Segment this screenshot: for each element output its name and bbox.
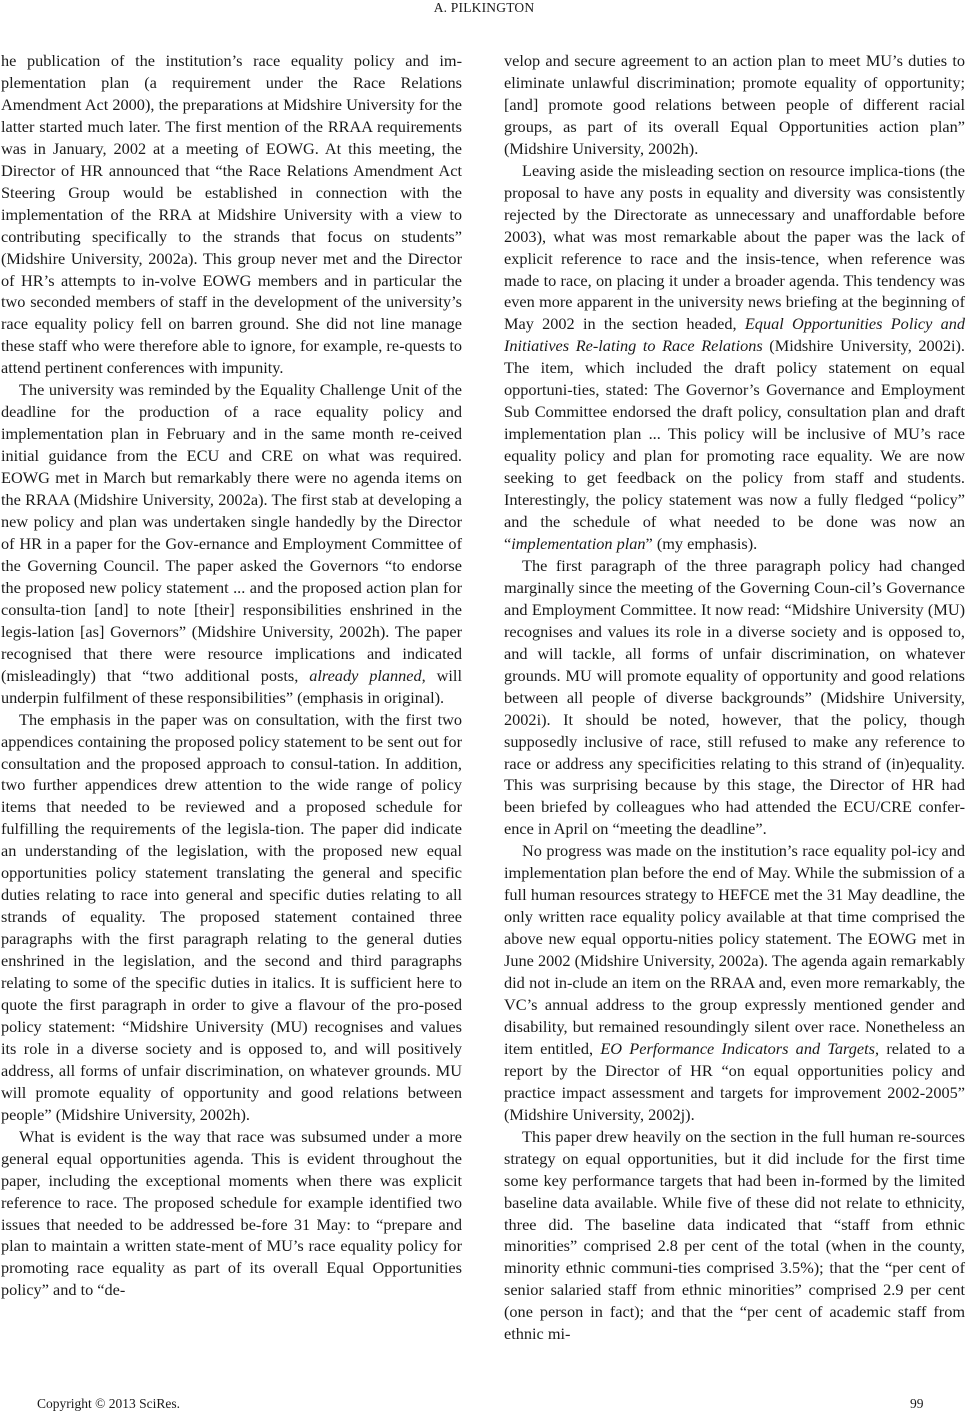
paragraph (504, 555, 965, 840)
paragraph (504, 1126, 965, 1346)
text-run: , related to a report by the Director of HR “on equal opportunities policy and practice impact assessment and targets for improvement 2002-2005” (Midshire University, 2002j). (504, 1038, 965, 1124)
text-run: he publication of the institution’s race equality policy and im-plementation plan (a requirement under the Race Relations Amendment Act 2000), the preparations at Midshire University for the latter started much later. The first mention of the RRAA requirements was in January, 2002 at a meeting of EOWG. At this meeting, the Director of HR announced that “the Race Relations Amendment Act Steering Group would be established in connection with the implementation of the RRA at Midshire University with a view to contributing specifically to the strands that focus on students” (Midshire University, 2002a). This group never met and the Director of HR’s attempts to in-volve EOWG members and in particular the two seconded members of staff in the development of the university’s race equality policy fell on barren ground. She did not line manage these staff who were therefore able to ignore, for example, re-quests to attend pertinent conferences with impunity. (1, 51, 462, 378)
text-run: The university was reminded by the Equality Challenge Unit of the deadline for the production of a race equality policy and implementation plan in February and in the same month re-ceived initial guidance from the ECU and CRE on what was required. EOWG met in March but remarkably there were no agenda items on the RRAA (Midshire University, 2002a). The first stab at developing a new policy and plan was undertaken single handedly by the Director of HR in a paper for the Gov-ernance and Employment Committee of the Governing Council. The paper asked the Governors “to endorse the proposed new policy statement ... and the proposed action plan for consulta-tion [and] to note [their] responsibilities enshrined in the legis-lation [as] Governors” (Midshire University, 2002h). The paper recognised that there were resource implications and indicated (misleadingly) that “two additional posts, (1, 380, 462, 685)
left-column (1, 50, 462, 1301)
paragraph (1, 379, 462, 708)
text-run: The emphasis in the paper was on consultation, with the first two appendices containing the proposed policy statement to be sent out for consultation and the proposed approach to consul-tation. In addition, two further appendices drew attention to the wide range of policy items that needed to be reviewed and a proposed schedule for fulfilling the requirements of the legisla-tion. The paper did indicate an understanding of the legislation, with the proposed new equal opportunities policy statement translating the general and specific duties relating to race into general and specific duties relating to all strands of equality. The proposed statement contained three paragraphs with the first paragraph relating to the general duties enshrined in the legislation, and the second and third paragraphs relating to some of the specific duties in italics. It is sufficient here to quote the first paragraph in order to give a flavour of the pro-posed policy statement: “Midshire University (MU) recognises and values its role in a diverse society and is opposed to, and will positively address, all forms of unfair discrimination, on whatever grounds. MU will promote equality of opportunity and good relations between people” (Midshire University, 2002h). (1, 709, 462, 1124)
text-run: (Midshire University, 2002i). The item, which included the draft policy statement on equal opportuni-ties, stated: The Governor’s Governance and Employment Sub Committee endorsed the draft policy, consultation plan and draft implementation plan ... This policy will be inclusive of MU’s race equality policy and plan for promoting race equality. We are now seeking to get feedback on the policy from staff and students. Interestingly, the policy statement was now a fully fledged “policy” and the schedule of what needed to be done was now an “ (504, 336, 965, 553)
text-run: This paper drew heavily on the section in the full human re-sources strategy on equal opportunities, but it did include for the first time some key performance targets that had been in-formed by the limited baseline data available. While five of these did not relate to ethnicity, three did. The baseline data indicated that “staff from ethnic minorities” comprised 2.8 per cent of the total (when in the county, minority ethnic communi-ties comprised 3.5%); that the “per cent of senior salaried staff from ethnic minorities” comprised 2.9 per cent (one person in fact); and that the “per cent of academic staff from ethnic mi- (504, 1126, 965, 1344)
paragraph (1, 50, 462, 379)
emphasis-run: EO Performance Indicators and Targets (600, 1038, 876, 1058)
text-run: will underpin fulfilment of these responsibilities” (emphasis in original). (1, 665, 462, 707)
paragraph (504, 50, 965, 160)
text-run: What is evident is the way that race was subsumed under a more general equal opportunities agenda. This is evident throughout the paper, including the exceptional moments when there was explicit reference to race. The proposed schedule for example identified two issues that needed to be addressed be-fore 31 May: to “prepare and plan to maintain a written state-ment of MU’s race equality policy for promoting race equality as part of its overall Equal Opportunities policy” and to “de- (1, 1126, 462, 1300)
text-run: The first paragraph of the three paragraph policy had changed marginally since the meeting of the Governing Coun-cil’s Governance and Employment Committee. It now read: “Midshire University (MU) recognises and values its role in a diverse society and is opposed to, and will tackle, all forms of unfair discrimination, on whatever grounds. MU will promote equality of opportunity and good relations between all people of diverse backgrounds” (Midshire University, 2002i). It should be noted, however, that the policy, though supposedly inclusive of race, still refused to make any reference to race or address any specificities relating to this strand of (in)equality. This was surprising because by this stage, the Director of HR had been briefed by colleagues who had attended the ECU/CRE confer-ence in April on “meeting the deadline”. (504, 555, 965, 839)
paragraph (1, 709, 462, 1126)
paragraph (504, 160, 965, 555)
right-column (504, 50, 965, 1345)
emphasis-run: implementation plan (511, 533, 646, 553)
paragraph (504, 840, 965, 1125)
text-run: No progress was made on the institution’s race equality pol-icy and implementation plan before the end of May. While the submission of a full human resources strategy to HEFCE met the 31 May deadline, the only written race equality policy available at that time comprised the above new equal opportu-nities policy statement. The EOWG met in June 2002 (Midshire University, 2002a). The agenda again remarkably did not in-clude an item on the RRAA and, even more remarkably, the VC’s annual address to the group expressly mentioned gender and disability, but remained resoundingly silent over race. Nonetheless an item entitled, (504, 841, 965, 1058)
copyright-notice: Copyright © 2013 SciRes. (37, 1396, 181, 1411)
running-head: A. PILKINGTON (433, 0, 535, 15)
emphasis-run: Equal Opportunities Policy and Initiatives Re-lating to Race Relations (504, 314, 966, 356)
text-run: velop and secure agreement to an action plan to meet MU’s duties to eliminate unlawful discrimination; promote equality of opportunity; [and] promote good relations between people of different racial groups, as part of its overall Equal Opportunities action plan” (Midshire University, 2002h). (504, 51, 965, 158)
text-run: Leaving aside the misleading section on resource implica-tions (the proposal to have any posts in equality and diversity was consistently rejected by the Directorate as unnecessary and unaffordable before 2003), what was most remarkable about the paper was the lack of explicit reference to race and the insis-tence, when reference was made to race, on placing it under a broader agenda. This tendency was even more apparent in the university news briefing at the beginning of May 2002 in the section headed, (504, 160, 965, 334)
paragraph (1, 1126, 462, 1302)
page-number: 99 (910, 1396, 924, 1411)
text-run: ” (my emphasis). (645, 533, 758, 553)
emphasis-run: already planned, (309, 665, 426, 685)
